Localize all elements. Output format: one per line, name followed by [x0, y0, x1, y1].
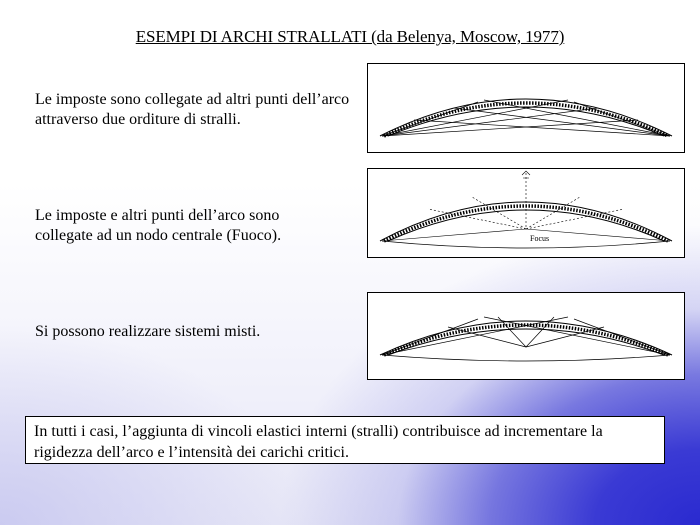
focus-label: Focus — [530, 234, 550, 243]
arch-drawing-2 — [368, 169, 684, 257]
description-1: Le imposte sono collegate ad altri punti dell’arco attraverso due orditure di stralli. — [35, 91, 350, 128]
description-3: Si possono realizzare sistemi misti. — [35, 323, 261, 340]
arch-drawing-3 — [368, 293, 684, 379]
conclusion-note: In tutti i casi, l’aggiunta di vincoli elastici interni (stralli) contribuisce ad incrementare la rigidezza dell’arco e l’intensità dei carichi critici. — [25, 416, 665, 464]
description-2: Le imposte e altri punti dell’arco sono collegate ad un nodo centrale (Fuoco). — [35, 207, 282, 244]
arch-drawing-1 — [368, 64, 684, 152]
figure-arch-central-focus — [367, 168, 685, 258]
figure-arch-mixed-system — [367, 292, 685, 380]
slide-title: ESEMPI DI ARCHI STRALLATI (da Belenya, Moscow, 1977) — [135, 27, 565, 46]
figure-arch-two-cable-systems — [367, 63, 685, 153]
